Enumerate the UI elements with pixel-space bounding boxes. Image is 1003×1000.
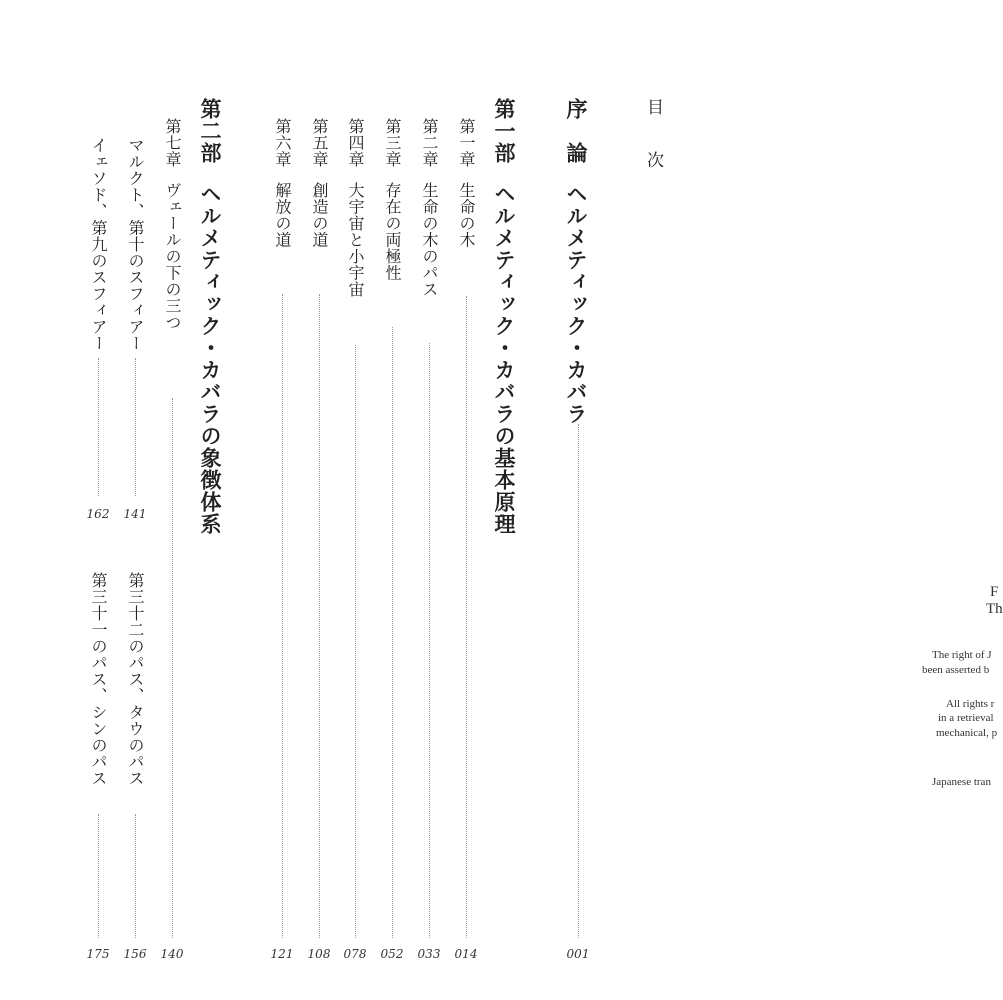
chapter-2-leader bbox=[429, 343, 430, 938]
right-page-line-2: Th bbox=[986, 601, 1003, 617]
section-path-31: 第三十一のパス、シンのパス bbox=[89, 572, 108, 787]
chapter-title: 存在の両極性 bbox=[383, 181, 402, 281]
chapter-5-leader bbox=[319, 294, 320, 938]
part1-label: 第一部 bbox=[492, 98, 517, 164]
section-yesod: イェソド、第九のスフィアー bbox=[89, 137, 108, 352]
chapter-4-page-number: 078 bbox=[343, 947, 367, 961]
section-yesod-leader bbox=[98, 358, 99, 496]
section-path-31-page-number: 175 bbox=[86, 947, 110, 961]
chapter-label: 第二章 bbox=[420, 118, 439, 168]
chapter-title: ヴェールの下の三つ bbox=[163, 181, 182, 331]
chapter-6 bbox=[274, 118, 290, 248]
chapter-7-page-number: 140 bbox=[160, 947, 184, 961]
chapter-4 bbox=[347, 118, 363, 297]
chapter-title: 解放の道 bbox=[273, 181, 292, 248]
chapter-6-page-number: 121 bbox=[270, 947, 294, 961]
chapter-4-leader bbox=[355, 345, 356, 938]
chapter-1-page-number: 014 bbox=[454, 947, 478, 961]
section-path-32-leader bbox=[135, 814, 136, 938]
chapter-1-leader bbox=[466, 296, 467, 938]
chapter-label: 第一章 bbox=[457, 118, 476, 168]
chapter-3 bbox=[384, 118, 400, 281]
chapter-label: 第四章 bbox=[346, 118, 365, 168]
right-page-line-6: in a retrieval bbox=[938, 712, 994, 724]
part2-title: ヘルメティック・カバラの象徴体系 bbox=[198, 182, 223, 535]
chapter-title: 大宇宙と小宇宙 bbox=[346, 181, 365, 298]
chapter-3-leader bbox=[392, 327, 393, 938]
chapter-label: 第五章 bbox=[310, 118, 329, 168]
chapter-6-leader bbox=[282, 294, 283, 938]
chapter-2-page-number: 033 bbox=[417, 947, 441, 961]
right-page-line-5: All rights r bbox=[946, 698, 995, 710]
section-malkuth-leader bbox=[135, 358, 136, 496]
chapter-3-page-number: 052 bbox=[380, 947, 404, 961]
right-page-line-1: F bbox=[990, 584, 999, 600]
chapter-label: 第三章 bbox=[383, 118, 402, 168]
intro-label: 序 論 bbox=[564, 98, 589, 164]
section-path-32-page-number: 156 bbox=[123, 947, 147, 961]
chapter-title: 創造の道 bbox=[310, 181, 329, 248]
section-path-31-leader bbox=[98, 814, 99, 938]
intro-heading bbox=[566, 98, 587, 425]
chapter-2 bbox=[421, 118, 437, 297]
toc-title-second-char: 次 bbox=[643, 151, 663, 168]
right-page-line-7: mechanical, p bbox=[936, 727, 998, 739]
chapter-5 bbox=[311, 118, 327, 248]
chapter-title: 生命の木のパス bbox=[420, 181, 439, 298]
right-page-line-8: Japanese tran bbox=[932, 776, 991, 788]
right-page-line-3: The right of J bbox=[932, 649, 992, 661]
right-page-line-4: been asserted b bbox=[922, 664, 990, 676]
chapter-label: 第七章 bbox=[163, 118, 182, 168]
section-malkuth: マルクト、第十のスフィアー bbox=[126, 137, 145, 352]
part2-label: 第二部 bbox=[198, 98, 223, 164]
section-yesod-page-number: 162 bbox=[86, 507, 110, 521]
part1-heading bbox=[494, 98, 515, 535]
intro-title: ヘルメティック・カバラ bbox=[564, 182, 589, 425]
section-malkuth-page-number: 141 bbox=[123, 507, 147, 521]
section-path-32: 第三十二のパス、タウのパス bbox=[126, 572, 145, 787]
intro-leader bbox=[578, 424, 579, 938]
chapter-7 bbox=[164, 118, 180, 330]
chapter-5-page-number: 108 bbox=[307, 947, 331, 961]
chapter-1 bbox=[458, 118, 474, 248]
part2-heading bbox=[200, 98, 221, 535]
chapter-title: 生命の木 bbox=[457, 181, 476, 248]
intro-page-number: 001 bbox=[566, 947, 590, 961]
chapter-label: 第六章 bbox=[273, 118, 292, 168]
part1-title: ヘルメティック・カバラの基本原理 bbox=[492, 182, 517, 535]
toc-title-first-char: 目 bbox=[643, 98, 663, 115]
chapter-7-leader bbox=[172, 398, 173, 938]
